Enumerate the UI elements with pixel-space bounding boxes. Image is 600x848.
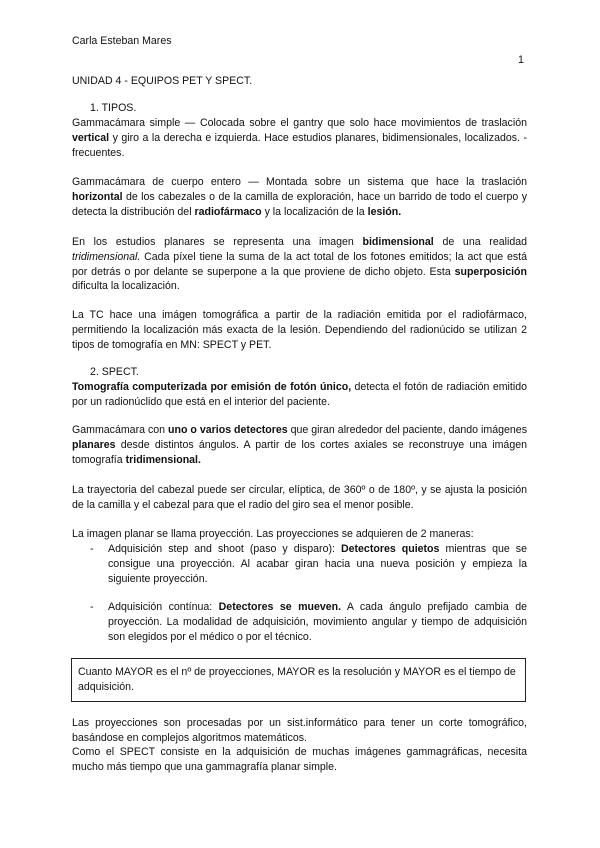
paragraph-procesadas: Las proyecciones son procesadas por un sist.informático para tener un corte tomográfico, basándose en complejos algoritmos matemáticos. [72,717,527,744]
paragraph-estudios-planares: En los estudios planares se representa una imagen bidimensional de una realidad tridimensional. Cada píxel tiene la suma de la act total de los fotones emitidos; la act que está por detrás o por delante se superpone a la que proviene de dicho objeto. Esta superposición dificulta la localización. [72,236,528,293]
paragraph-tc: La TC hace una imágen tomográfica a partir de la radiación emitida por el radiofármaco, permitiendo la localización más exacta de la lesión. Dependiendo del radionúcido se utilizan 2 tipos de tomografía en MN: SPECT y PET. [72,309,527,351]
unit-title: UNIDAD 4 - EQUIPOS PET Y SPECT. [72,75,253,87]
list-dash: - [90,601,94,613]
section-heading-spect: 2. SPECT. [90,366,139,378]
author-name: Carla Esteban Mares [72,35,172,47]
highlight-box-text: Cuanto MAYOR es el nº de proyecciones, MAYOR es la resolución y MAYOR es el tiempo de adquisición. [78,666,516,693]
list-item-continua: - Adquisición contínua: Detectores se mueven. A cada ángulo prefijado cambia de proyección. La modalidad de adquisición, movimiento angular y tiempo de adquisición son elegidos por el médico o por el técnico. [90,601,527,643]
paragraph-proyeccion: La imagen planar se llama proyección. Las proyecciones se adquieren de 2 maneras: [72,528,474,540]
section-heading-tipos: 1. TIPOS. [90,102,137,114]
highlight-box [71,658,526,702]
paragraph-trayectoria: La trayectoria del cabezal puede ser circular, elíptica, de 360º o de 180º, y se ajusta la posición de la camilla y el cabezal para que el radio del giro sea el menor posible. [72,484,527,511]
paragraph-detectores: Gammacámara con uno o varios detectores que giran alrededor del paciente, dando imágenes planares desde distintos ángulos. A partir de los cortes axiales se reconstruye una imágen tomografía tridimensional. [72,424,527,466]
list-dash: - [90,543,94,555]
paragraph-spect-tiempo: Como el SPECT consiste en la adquisición de muchas imágenes gammagráficas, necesita mucho más tiempo que una gammagrafía planar simple. [72,746,527,773]
paragraph-gammacamara-simple: Gammacámara simple — Colocada sobre el gantry que solo hace movimientos de traslación vertical y giro a la derecha e izquierda. Hace estudios planares, bidimensionales, localizados. - frecuentes. [72,117,527,159]
paragraph-tomografia: Tomografía computerizada por emisión de fotón único, detecta el fotón de radiación emitido por un radionúclido que está en el interior del paciente. [72,381,527,408]
paragraph-gammacamara-cuerpo-entero: Gammacámara de cuerpo entero — Montada sobre un sistema que hace la traslación horizontal de los cabezales o de la camilla de exploración, hace un barrido de todo el cuerpo y detecta la distribución del radiofármaco y la localización de la lesión. [72,176,527,218]
page-number: 1 [518,54,524,66]
list-item-step-shoot: - Adquisición step and shoot (paso y disparo): Detectores quietos mientras que se consigue una proyección. Al acabar giran hacia una nueva posición y empieza la siguiente proyección. [90,543,527,585]
